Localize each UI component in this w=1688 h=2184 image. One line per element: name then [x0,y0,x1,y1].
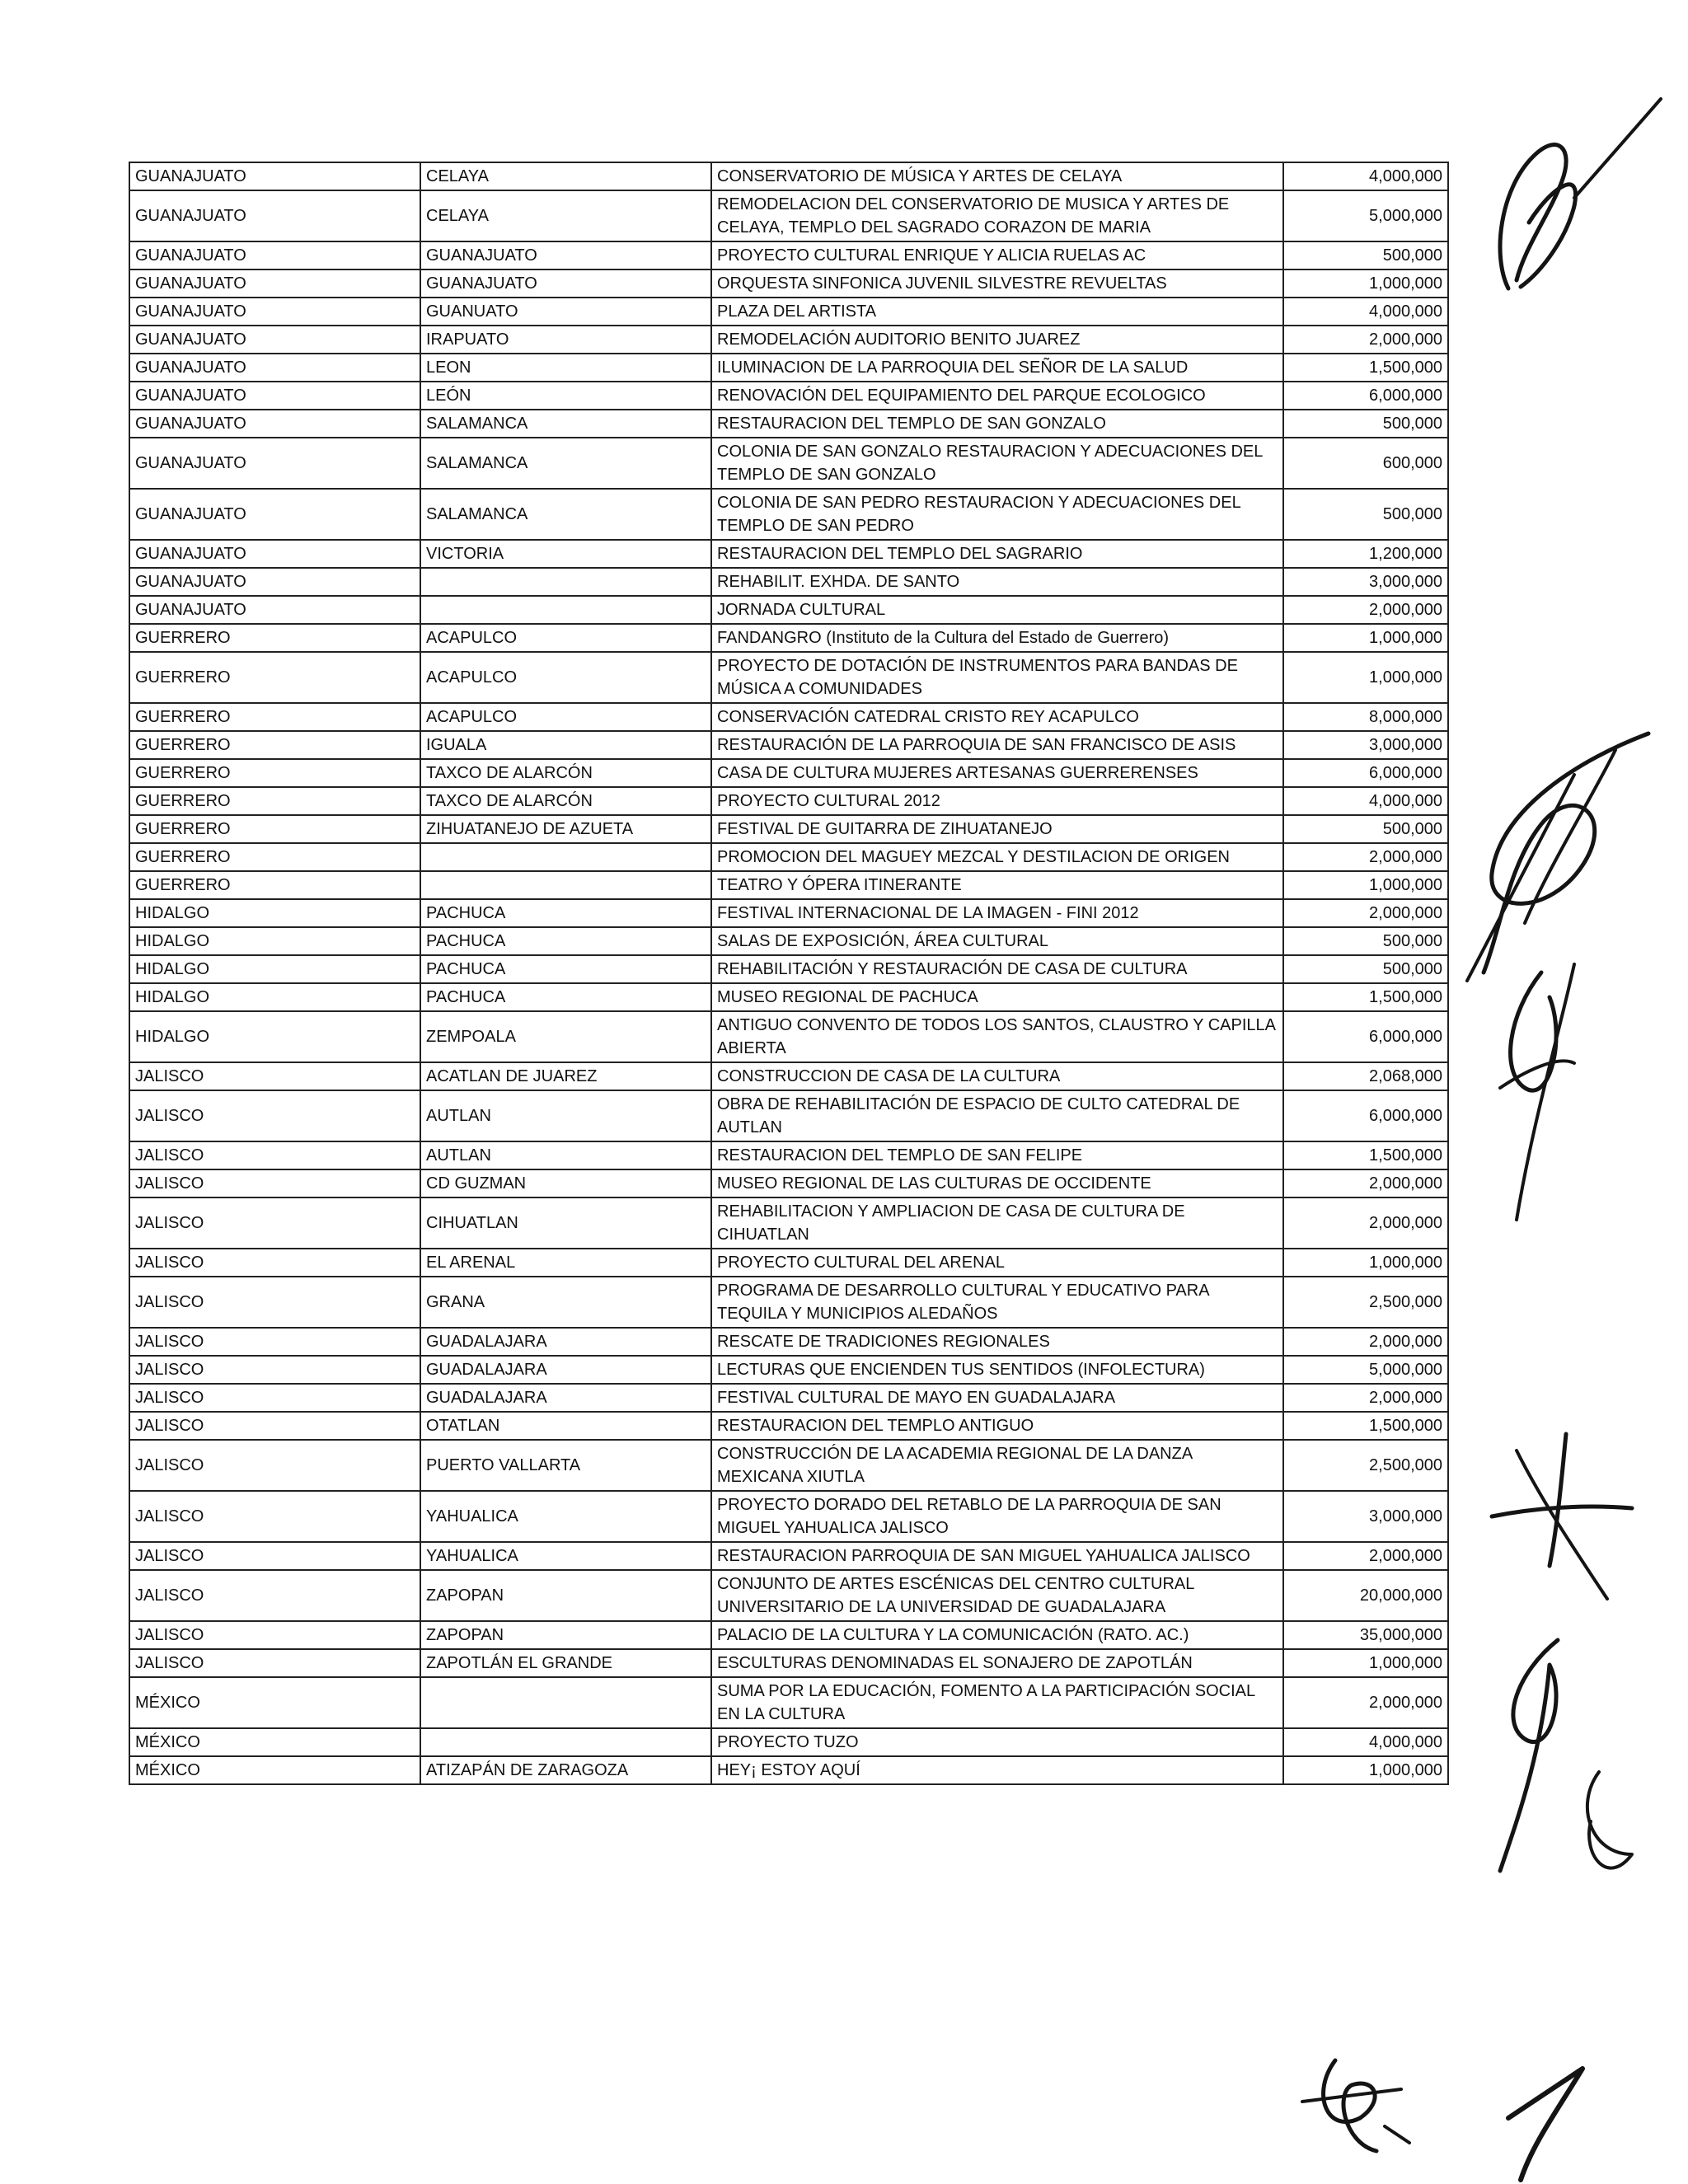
table-row [129,703,1448,731]
project-cell: CONSERVACIÓN CATEDRAL CRISTO REY ACAPULCO [711,703,1283,731]
project-cell: FESTIVAL DE GUITARRA DE ZIHUATANEJO [711,815,1283,843]
state-cell: MÉXICO [129,1756,420,1784]
table-row [129,410,1448,438]
table-row [129,162,1448,190]
state-cell: HIDALGO [129,1011,420,1062]
project-cell: RESTAURACION DEL TEMPLO ANTIGUO [711,1412,1283,1440]
table-row [129,1384,1448,1412]
project-cell: REMODELACION DEL CONSERVATORIO DE MUSICA Y ARTES DE CELAYA, TEMPLO DEL SAGRADO CORAZON DE MARIA [711,190,1283,241]
project-cell: REHABILIT. EXHDA. DE SANTO [711,568,1283,596]
municipality-cell: GUADALAJARA [420,1356,711,1384]
amount-cell: 2,000,000 [1283,1542,1448,1570]
project-cell: OBRA DE REHABILITACIÓN DE ESPACIO DE CULTO CATEDRAL DE AUTLAN [711,1090,1283,1141]
table-row [129,1440,1448,1491]
table-row [129,190,1448,241]
municipality-cell: CELAYA [420,190,711,241]
state-cell: GUERRERO [129,871,420,899]
project-cell: PALACIO DE LA CULTURA Y LA COMUNICACIÓN (RATO. AC.) [711,1621,1283,1649]
municipality-cell: PUERTO VALLARTA [420,1440,711,1491]
state-cell: GUANAJUATO [129,438,420,489]
municipality-cell: GUANAJUATO [420,269,711,298]
municipality-cell: SALAMANCA [420,489,711,540]
project-cell: PROYECTO DE DOTACIÓN DE INSTRUMENTOS PARA BANDAS DE MÚSICA A COMUNIDADES [711,652,1283,703]
table-row [129,1328,1448,1356]
project-cell: ANTIGUO CONVENTO DE TODOS LOS SANTOS, CLAUSTRO Y CAPILLA ABIERTA [711,1011,1283,1062]
amount-cell: 8,000,000 [1283,703,1448,731]
state-cell: JALISCO [129,1440,420,1491]
amount-cell: 1,000,000 [1283,624,1448,652]
amount-cell: 6,000,000 [1283,1011,1448,1062]
table-row [129,899,1448,927]
project-cell: JORNADA CULTURAL [711,596,1283,624]
state-cell: JALISCO [129,1090,420,1141]
amount-cell: 5,000,000 [1283,1356,1448,1384]
amount-cell: 1,000,000 [1283,269,1448,298]
municipality-cell: AUTLAN [420,1141,711,1169]
project-cell: PROYECTO CULTURAL DEL ARENAL [711,1249,1283,1277]
amount-cell: 1,500,000 [1283,983,1448,1011]
municipality-cell: ACATLAN DE JUAREZ [420,1062,711,1090]
table-row [129,624,1448,652]
project-cell: RESTAURACION DEL TEMPLO DE SAN GONZALO [711,410,1283,438]
state-cell: JALISCO [129,1197,420,1249]
amount-cell: 1,000,000 [1283,1756,1448,1784]
table-row [129,1412,1448,1440]
state-cell: GUANAJUATO [129,354,420,382]
municipality-cell: LEÓN [420,382,711,410]
budget-table-container [129,162,1449,1785]
municipality-cell [420,1728,711,1756]
table-row [129,1570,1448,1621]
table-row [129,815,1448,843]
signature-mark-middle [1451,725,1665,1236]
project-cell: COLONIA DE SAN PEDRO RESTAURACION Y ADECUACIONES DEL TEMPLO DE SAN PEDRO [711,489,1283,540]
amount-cell: 4,000,000 [1283,162,1448,190]
table-row [129,1141,1448,1169]
amount-cell: 2,500,000 [1283,1440,1448,1491]
table-row [129,1169,1448,1197]
municipality-cell: ATIZAPÁN DE ZARAGOZA [420,1756,711,1784]
amount-cell: 3,000,000 [1283,568,1448,596]
state-cell: JALISCO [129,1141,420,1169]
amount-cell: 2,068,000 [1283,1062,1448,1090]
amount-cell: 2,000,000 [1283,1197,1448,1249]
state-cell: GUERRERO [129,731,420,759]
project-cell: PROYECTO CULTURAL 2012 [711,787,1283,815]
amount-cell: 4,000,000 [1283,787,1448,815]
budget-table [129,162,1449,1785]
table-row [129,871,1448,899]
municipality-cell: ZIHUATANEJO DE AZUETA [420,815,711,843]
project-cell: MUSEO REGIONAL DE PACHUCA [711,983,1283,1011]
table-row [129,382,1448,410]
municipality-cell [420,1677,711,1728]
municipality-cell: CELAYA [420,162,711,190]
project-cell: ILUMINACION DE LA PARROQUIA DEL SEÑOR DE LA SALUD [711,354,1283,382]
table-row [129,489,1448,540]
table-row [129,983,1448,1011]
state-cell: HIDALGO [129,927,420,955]
municipality-cell: CD GUZMAN [420,1169,711,1197]
amount-cell: 500,000 [1283,927,1448,955]
amount-cell: 1,000,000 [1283,652,1448,703]
table-row [129,1491,1448,1542]
state-cell: GUANAJUATO [129,326,420,354]
amount-cell: 3,000,000 [1283,1491,1448,1542]
project-cell: PLAZA DEL ARTISTA [711,298,1283,326]
project-cell: RESTAURACION DEL TEMPLO DEL SAGRARIO [711,540,1283,568]
project-cell: MUSEO REGIONAL DE LAS CULTURAS DE OCCIDENTE [711,1169,1283,1197]
state-cell: GUERRERO [129,703,420,731]
amount-cell: 2,000,000 [1283,596,1448,624]
municipality-cell: IRAPUATO [420,326,711,354]
state-cell: JALISCO [129,1277,420,1328]
municipality-cell: TAXCO DE ALARCÓN [420,787,711,815]
project-cell: COLONIA DE SAN GONZALO RESTAURACION Y ADECUACIONES DEL TEMPLO DE SAN GONZALO [711,438,1283,489]
project-cell: CONSERVATORIO DE MÚSICA Y ARTES DE CELAYA [711,162,1283,190]
project-cell: CONSTRUCCIÓN DE LA ACADEMIA REGIONAL DE LA DANZA MEXICANA XIUTLA [711,1440,1283,1491]
table-row [129,759,1448,787]
amount-cell: 2,000,000 [1283,899,1448,927]
state-cell: GUERRERO [129,759,420,787]
project-cell: PROGRAMA DE DESARROLLO CULTURAL Y EDUCATIVO PARA TEQUILA Y MUNICIPIOS ALEDAÑOS [711,1277,1283,1328]
budget-table-body [129,162,1448,1784]
project-cell: RESTAURACION PARROQUIA DE SAN MIGUEL YAHUALICA JALISCO [711,1542,1283,1570]
municipality-cell: LEON [420,354,711,382]
state-cell: GUANAJUATO [129,489,420,540]
signature-mark-top [1484,91,1681,305]
amount-cell: 1,500,000 [1283,1412,1448,1440]
municipality-cell: AUTLAN [420,1090,711,1141]
state-cell: HIDALGO [129,899,420,927]
table-row [129,1090,1448,1141]
table-row [129,1542,1448,1570]
municipality-cell: VICTORIA [420,540,711,568]
project-cell: SALAS DE EXPOSICIÓN, ÁREA CULTURAL [711,927,1283,955]
state-cell: JALISCO [129,1062,420,1090]
table-row [129,1011,1448,1062]
project-cell: RESCATE DE TRADICIONES REGIONALES [711,1328,1283,1356]
amount-cell: 35,000,000 [1283,1621,1448,1649]
project-cell: ESCULTURAS DENOMINADAS EL SONAJERO DE ZAPOTLÁN [711,1649,1283,1677]
table-row [129,1621,1448,1649]
project-cell: TEATRO Y ÓPERA ITINERANTE [711,871,1283,899]
table-row [129,1756,1448,1784]
state-cell: GUANAJUATO [129,568,420,596]
amount-cell: 2,000,000 [1283,326,1448,354]
amount-cell: 6,000,000 [1283,382,1448,410]
municipality-cell: PACHUCA [420,899,711,927]
amount-cell: 20,000,000 [1283,1570,1448,1621]
table-row [129,1649,1448,1677]
state-cell: JALISCO [129,1570,420,1621]
project-cell: FANDANGRO (Instituto de la Cultura del Estado de Guerrero) [711,624,1283,652]
table-row [129,326,1448,354]
amount-cell: 6,000,000 [1283,759,1448,787]
project-cell: CONSTRUCCION DE CASA DE LA CULTURA [711,1062,1283,1090]
amount-cell: 2,000,000 [1283,1677,1448,1728]
project-cell: PROMOCION DEL MAGUEY MEZCAL Y DESTILACION DE ORIGEN [711,843,1283,871]
municipality-cell: CIHUATLAN [420,1197,711,1249]
state-cell: GUANAJUATO [129,596,420,624]
amount-cell: 2,000,000 [1283,1328,1448,1356]
table-row [129,298,1448,326]
amount-cell: 4,000,000 [1283,298,1448,326]
municipality-cell: GRANA [420,1277,711,1328]
municipality-cell: TAXCO DE ALARCÓN [420,759,711,787]
project-cell: REHABILITACION Y AMPLIACION DE CASA DE CULTURA DE CIHUATLAN [711,1197,1283,1249]
amount-cell: 2,000,000 [1283,843,1448,871]
state-cell: HIDALGO [129,983,420,1011]
amount-cell: 600,000 [1283,438,1448,489]
state-cell: HIDALGO [129,955,420,983]
municipality-cell: ACAPULCO [420,652,711,703]
state-cell: JALISCO [129,1328,420,1356]
state-cell: GUERRERO [129,787,420,815]
amount-cell: 2,500,000 [1283,1277,1448,1328]
state-cell: MÉXICO [129,1728,420,1756]
amount-cell: 5,000,000 [1283,190,1448,241]
amount-cell: 1,500,000 [1283,1141,1448,1169]
signature-mark-bottom-initials [1286,2044,1665,2184]
municipality-cell [420,568,711,596]
state-cell: GUERRERO [129,843,420,871]
project-cell: RESTAURACION DEL TEMPLO DE SAN FELIPE [711,1141,1283,1169]
municipality-cell: PACHUCA [420,983,711,1011]
municipality-cell [420,596,711,624]
municipality-cell: GUADALAJARA [420,1384,711,1412]
table-row [129,540,1448,568]
project-cell: FESTIVAL INTERNACIONAL DE LA IMAGEN - FINI 2012 [711,899,1283,927]
municipality-cell: ZEMPOALA [420,1011,711,1062]
table-row [129,1677,1448,1728]
state-cell: GUANAJUATO [129,162,420,190]
municipality-cell: ACAPULCO [420,703,711,731]
state-cell: JALISCO [129,1491,420,1542]
table-row [129,1249,1448,1277]
municipality-cell: SALAMANCA [420,438,711,489]
amount-cell: 1,000,000 [1283,1649,1448,1677]
project-cell: PROYECTO CULTURAL ENRIQUE Y ALICIA RUELAS AC [711,241,1283,269]
project-cell: SUMA POR LA EDUCACIÓN, FOMENTO A LA PARTICIPACIÓN SOCIAL EN LA CULTURA [711,1677,1283,1728]
amount-cell: 4,000,000 [1283,1728,1448,1756]
state-cell: GUERRERO [129,815,420,843]
municipality-cell: IGUALA [420,731,711,759]
amount-cell: 1,200,000 [1283,540,1448,568]
state-cell: JALISCO [129,1384,420,1412]
state-cell: JALISCO [129,1649,420,1677]
project-cell: RENOVACIÓN DEL EQUIPAMIENTO DEL PARQUE ECOLOGICO [711,382,1283,410]
table-row [129,241,1448,269]
project-cell: REHABILITACIÓN Y RESTAURACIÓN DE CASA DE CULTURA [711,955,1283,983]
project-cell: RESTAURACIÓN DE LA PARROQUIA DE SAN FRANCISCO DE ASIS [711,731,1283,759]
table-row [129,787,1448,815]
project-cell: CONJUNTO DE ARTES ESCÉNICAS DEL CENTRO CULTURAL UNIVERSITARIO DE LA UNIVERSIDAD DE GUADALAJARA [711,1570,1283,1621]
table-row [129,1356,1448,1384]
municipality-cell: ACAPULCO [420,624,711,652]
project-cell: LECTURAS QUE ENCIENDEN TUS SENTIDOS (INFOLECTURA) [711,1356,1283,1384]
amount-cell: 2,000,000 [1283,1384,1448,1412]
table-row [129,438,1448,489]
amount-cell: 1,000,000 [1283,1249,1448,1277]
state-cell: GUANAJUATO [129,410,420,438]
municipality-cell: ZAPOPAN [420,1621,711,1649]
amount-cell: 500,000 [1283,410,1448,438]
amount-cell: 1,500,000 [1283,354,1448,382]
table-row [129,1277,1448,1328]
state-cell: GUERRERO [129,652,420,703]
municipality-cell: ZAPOTLÁN EL GRANDE [420,1649,711,1677]
project-cell: ORQUESTA SINFONICA JUVENIL SILVESTRE REVUELTAS [711,269,1283,298]
state-cell: MÉXICO [129,1677,420,1728]
state-cell: GUANAJUATO [129,382,420,410]
amount-cell: 3,000,000 [1283,731,1448,759]
state-cell: GUANAJUATO [129,190,420,241]
state-cell: JALISCO [129,1356,420,1384]
state-cell: JALISCO [129,1169,420,1197]
municipality-cell: GUANUATO [420,298,711,326]
amount-cell: 500,000 [1283,815,1448,843]
state-cell: JALISCO [129,1249,420,1277]
table-row [129,955,1448,983]
table-row [129,731,1448,759]
municipality-cell: SALAMANCA [420,410,711,438]
table-row [129,652,1448,703]
table-row [129,1728,1448,1756]
municipality-cell: YAHUALICA [420,1542,711,1570]
amount-cell: 500,000 [1283,955,1448,983]
table-row [129,1062,1448,1090]
project-cell: PROYECTO TUZO [711,1728,1283,1756]
amount-cell: 1,000,000 [1283,871,1448,899]
table-row [129,354,1448,382]
state-cell: GUANAJUATO [129,241,420,269]
table-row [129,843,1448,871]
state-cell: JALISCO [129,1542,420,1570]
project-cell: REMODELACIÓN AUDITORIO BENITO JUAREZ [711,326,1283,354]
state-cell: JALISCO [129,1412,420,1440]
municipality-cell: OTATLAN [420,1412,711,1440]
municipality-cell: GUANAJUATO [420,241,711,269]
municipality-cell: PACHUCA [420,927,711,955]
municipality-cell: EL ARENAL [420,1249,711,1277]
project-cell: PROYECTO DORADO DEL RETABLO DE LA PARROQUIA DE SAN MIGUEL YAHUALICA JALISCO [711,1491,1283,1542]
table-row [129,568,1448,596]
table-row [129,269,1448,298]
amount-cell: 500,000 [1283,489,1448,540]
table-row [129,596,1448,624]
state-cell: JALISCO [129,1621,420,1649]
municipality-cell: GUADALAJARA [420,1328,711,1356]
municipality-cell [420,843,711,871]
state-cell: GUANAJUATO [129,269,420,298]
municipality-cell [420,871,711,899]
table-row [129,1197,1448,1249]
project-cell: HEY¡ ESTOY AQUÍ [711,1756,1283,1784]
state-cell: GUERRERO [129,624,420,652]
state-cell: GUANAJUATO [129,540,420,568]
municipality-cell: PACHUCA [420,955,711,983]
municipality-cell: YAHUALICA [420,1491,711,1542]
table-row [129,927,1448,955]
state-cell: GUANAJUATO [129,298,420,326]
project-cell: CASA DE CULTURA MUJERES ARTESANAS GUERRERENSES [711,759,1283,787]
amount-cell: 6,000,000 [1283,1090,1448,1141]
amount-cell: 2,000,000 [1283,1169,1448,1197]
signature-mark-lower [1467,1426,1665,1887]
amount-cell: 500,000 [1283,241,1448,269]
project-cell: FESTIVAL CULTURAL DE MAYO EN GUADALAJARA [711,1384,1283,1412]
municipality-cell: ZAPOPAN [420,1570,711,1621]
